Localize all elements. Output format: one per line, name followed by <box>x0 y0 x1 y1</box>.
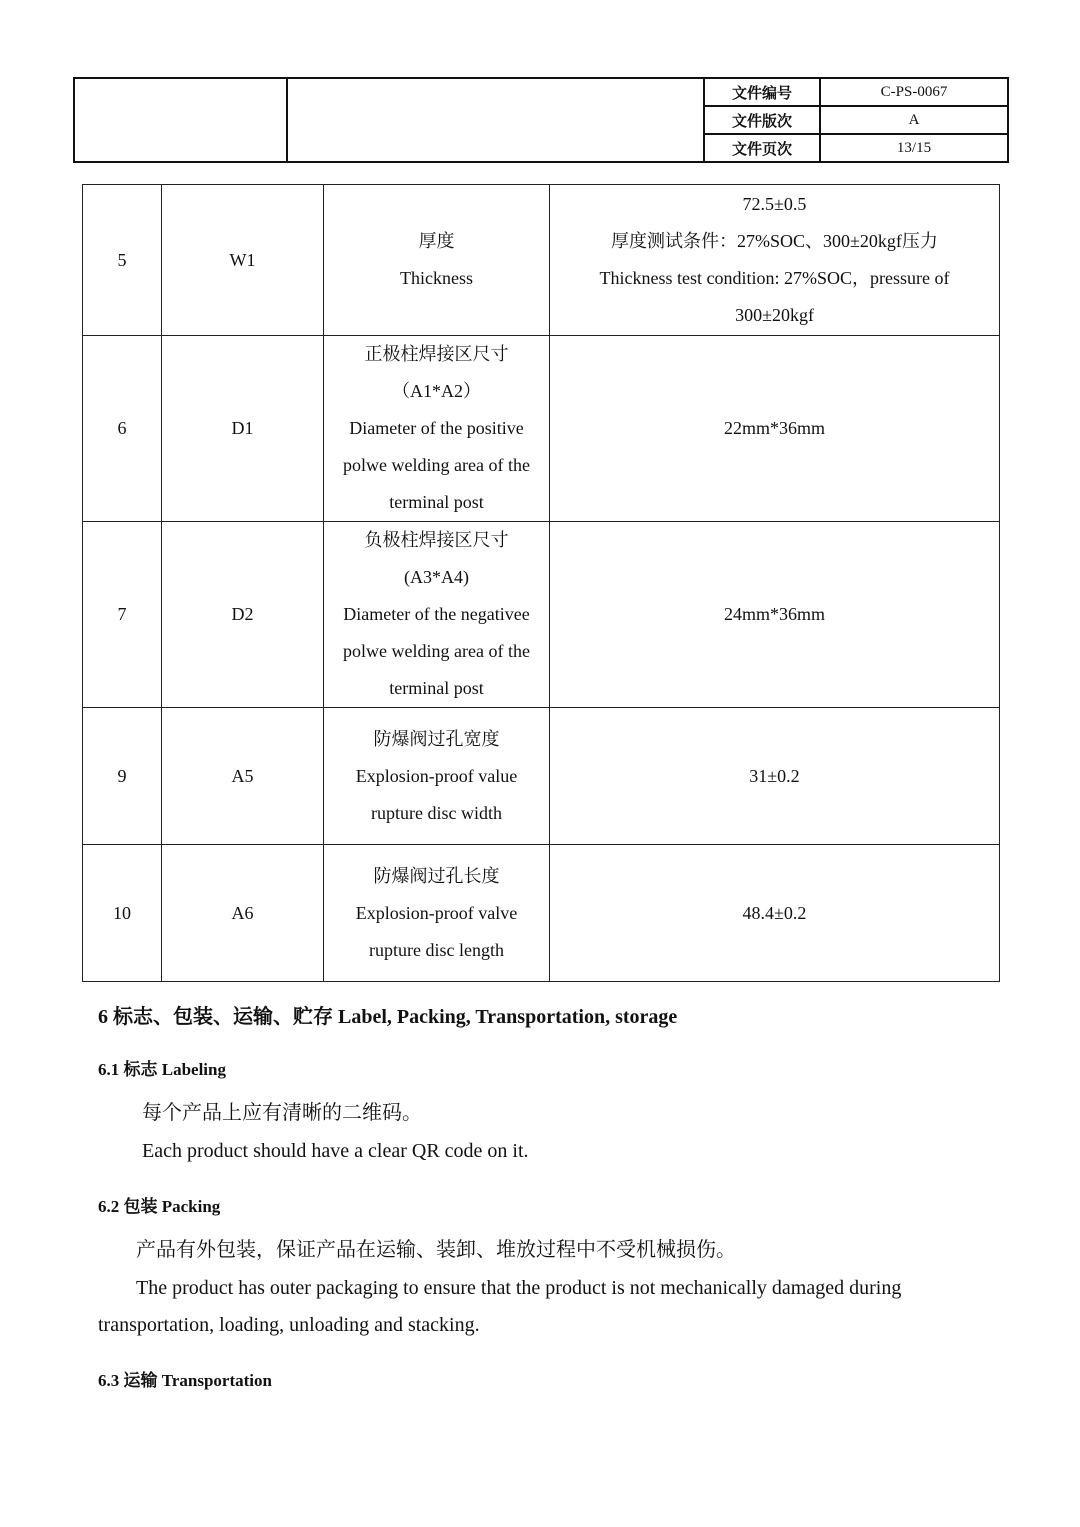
row-code: A6 <box>162 845 324 982</box>
item-line: 正极柱焊接区尺寸 <box>364 344 509 364</box>
doc-number-value: C-PS-0067 <box>820 78 1008 106</box>
row-number: 6 <box>83 336 162 522</box>
item-line: terminal post <box>389 492 484 512</box>
row-number: 7 <box>83 522 162 708</box>
table-row <box>83 522 1000 708</box>
item-line: Thickness <box>400 268 473 288</box>
table-row <box>83 708 1000 845</box>
table-row <box>83 185 1000 336</box>
packing-text-en-1: The product has outer packaging to ensure that the product is not mechanically damaged during <box>136 1277 902 1299</box>
row-item <box>324 336 550 522</box>
value-line: 22mm*36mm <box>723 418 825 438</box>
labeling-text-en: Each product should have a clear QR code on it. <box>142 1140 529 1162</box>
item-line: Diameter of the positive <box>349 418 524 438</box>
document-header <box>73 77 1009 163</box>
page-label: 文件页次 <box>704 134 820 162</box>
item-line: Explosion-proof valve <box>355 902 518 923</box>
value-line: 300±20kgf <box>735 305 814 325</box>
row-code: A5 <box>162 708 324 845</box>
item-line: 防爆阀过孔宽度 <box>373 728 500 749</box>
value-line: 48.4±0.2 <box>742 902 807 923</box>
row-value <box>550 845 1000 982</box>
header-logo-cell <box>74 78 287 162</box>
table-row <box>83 336 1000 522</box>
item-line: Explosion-proof value <box>355 765 518 786</box>
packing-text-en-2: transportation, loading, unloading and stacking. <box>98 1314 480 1336</box>
item-line: terminal post <box>389 678 484 698</box>
value-line: Thickness test condition: 27%SOC，pressure of <box>599 268 950 288</box>
row-value <box>550 336 1000 522</box>
item-line: 防爆阀过孔长度 <box>373 865 500 886</box>
revision-label: 文件版次 <box>704 106 820 134</box>
row-item <box>324 708 550 845</box>
row-code: W1 <box>162 185 324 336</box>
row-number: 10 <box>83 845 162 982</box>
row-number: 9 <box>83 708 162 845</box>
page-value: 13/15 <box>820 134 1008 162</box>
value-line: 24mm*36mm <box>723 604 825 624</box>
doc-number-label: 文件编号 <box>704 78 820 106</box>
row-number: 5 <box>83 185 162 336</box>
row-value <box>550 185 1000 336</box>
row-item <box>324 522 550 708</box>
item-line: 负极柱焊接区尺寸 <box>364 530 509 550</box>
item-line: 厚度 <box>418 231 455 251</box>
section-6-1-heading: 6.1 标志 Labeling <box>98 1060 226 1079</box>
packing-text-cn: 产品有外包装，保证产品在运输、装卸、堆放过程中不受机械损伤。 <box>136 1239 736 1261</box>
header-title-cell <box>287 78 704 162</box>
item-line: polwe welding area of the <box>343 641 530 661</box>
value-line: 31±0.2 <box>749 765 800 786</box>
item-line: polwe welding area of the <box>343 455 530 475</box>
item-line: rupture disc length <box>369 939 504 960</box>
labeling-text-cn: 每个产品上应有清晰的二维码。 <box>142 1102 422 1124</box>
section-6-heading: 6 标志、包装、运输、贮存 Label, Packing, Transportation, storage <box>98 1006 678 1028</box>
row-code: D2 <box>162 522 324 708</box>
spec-table <box>82 184 1000 982</box>
section-6-2-heading: 6.2 包装 Packing <box>98 1197 221 1216</box>
value-line: 厚度测试条件：27%SOC、300±20kgf压力 <box>611 231 938 251</box>
row-code: D1 <box>162 336 324 522</box>
row-item <box>324 185 550 336</box>
value-line: 72.5±0.5 <box>742 194 807 214</box>
section-6-3-heading: 6.3 运输 Transportation <box>98 1371 272 1390</box>
table-row <box>83 845 1000 982</box>
item-line: rupture disc width <box>371 802 502 823</box>
row-value <box>550 522 1000 708</box>
item-line: (A3*A4) <box>404 567 469 587</box>
row-item <box>324 845 550 982</box>
revision-value: A <box>820 106 1008 134</box>
item-line: Diameter of the negativee <box>343 604 530 624</box>
row-value <box>550 708 1000 845</box>
item-line: （A1*A2） <box>392 381 481 401</box>
